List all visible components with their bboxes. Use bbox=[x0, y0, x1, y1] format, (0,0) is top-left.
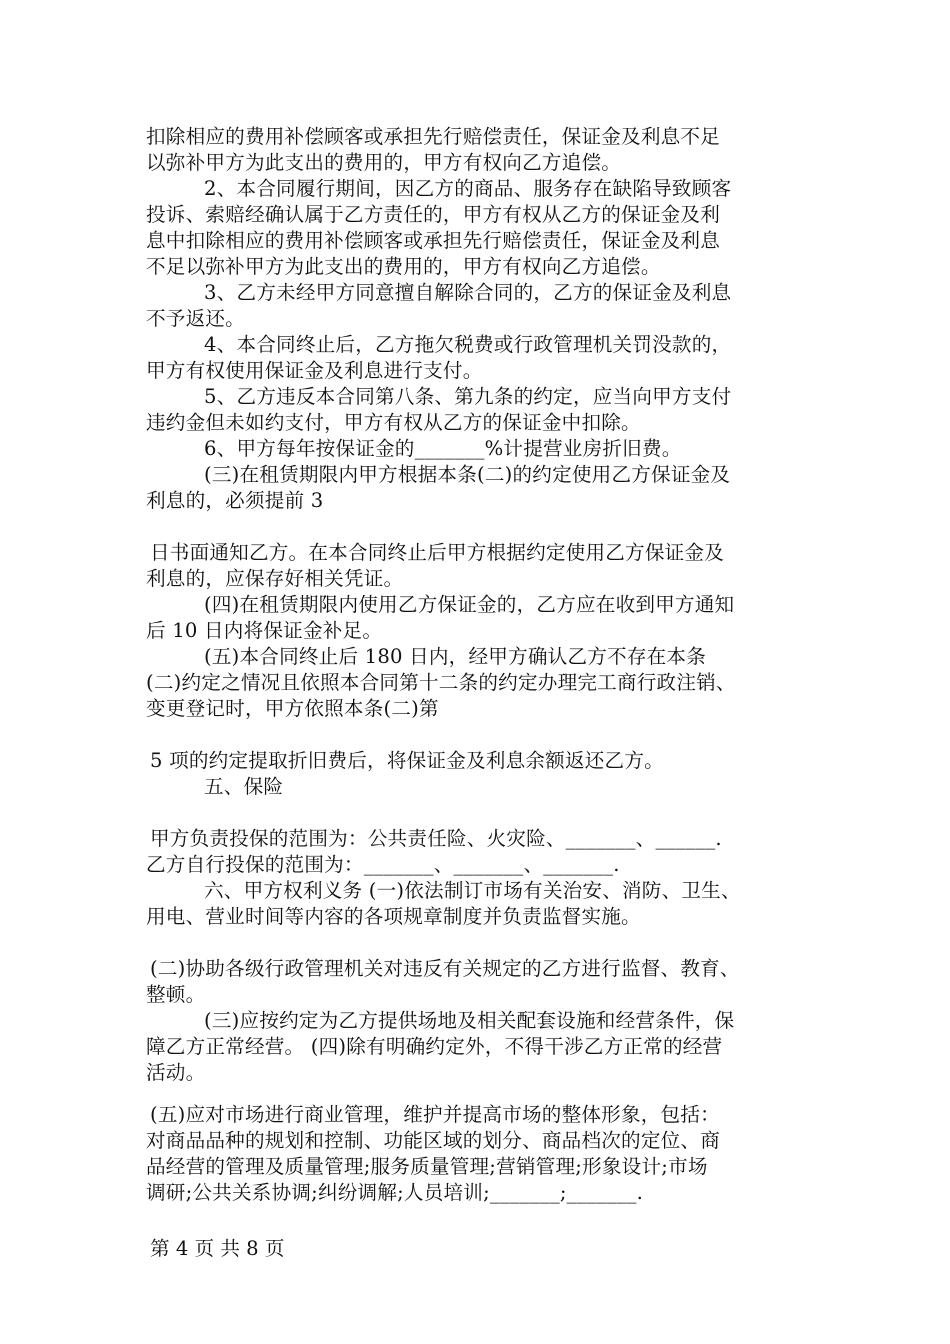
text-line: 6、甲方每年按保证金的_______%计提营业房折旧费。 bbox=[204, 437, 682, 460]
text-line: 整顿。 bbox=[146, 983, 206, 1006]
text-line: (四)在租赁期限内使用乙方保证金的，乙方应在收到甲方通知 bbox=[204, 593, 735, 616]
text-line: 对商品品种的规划和控制、功能区域的划分、商品档次的定位、商 bbox=[146, 1129, 721, 1152]
text-line: 利息的，必须提前 3 bbox=[146, 489, 324, 512]
text-line: 六、甲方权利义务 (一)依法制订市场有关治安、消防、卫生、 bbox=[204, 879, 741, 902]
text-line: 利息的，应保存好相关凭证。 bbox=[146, 567, 404, 590]
text-line: 不足以弥补甲方为此支出的费用的，甲方有权向乙方追偿。 bbox=[146, 255, 661, 278]
text-line: 以弥补甲方为此支出的费用的，甲方有权向乙方追偿。 bbox=[146, 151, 622, 174]
text-line: 违约金但未如约支付，甲方有权从乙方的保证金中扣除。 bbox=[146, 411, 641, 434]
text-line: 变更登记时，甲方依照本条(二)第 bbox=[146, 697, 439, 720]
text-line: 后 10 日内将保证金补足。 bbox=[146, 619, 383, 642]
text-line: 活动。 bbox=[146, 1061, 206, 1084]
text-line: 用电、营业时间等内容的各项规章制度并负责监督实施。 bbox=[146, 905, 641, 928]
text-line: 5、乙方违反本合同第八条、第九条的约定，应当向甲方支付 bbox=[204, 385, 732, 408]
page-number-footer: 第 4 页 共 8 页 bbox=[150, 1237, 285, 1260]
text-line: (二)协助各级行政管理机关对违反有关规定的乙方进行监督、教育、 bbox=[150, 957, 740, 980]
text-line: 4、本合同终止后，乙方拖欠税费或行政管理机关罚没款的， bbox=[204, 333, 732, 356]
text-line: 乙方自行投保的范围为：_______、_______、_______. bbox=[146, 853, 620, 876]
text-line: 5 项的约定提取折旧费后，将保证金及利息余额返还乙方。 bbox=[150, 749, 664, 772]
text-line: 2、本合同履行期间，因乙方的商品、服务存在缺陷导致顾客 bbox=[204, 177, 732, 200]
text-line: 调研;公共关系协调;纠纷调解;人员培训;_______;_______. bbox=[146, 1181, 644, 1204]
text-line: (二)约定之情况且依照本合同第十二条的约定办理完工商行政注销、 bbox=[146, 671, 736, 694]
text-line: 3、乙方未经甲方同意擅自解除合同的，乙方的保证金及利息 bbox=[204, 281, 732, 304]
text-line: 日书面通知乙方。在本合同终止后甲方根据约定使用乙方保证金及 bbox=[150, 541, 725, 564]
text-line: 投诉、索赔经确认属于乙方责任的，甲方有权从乙方的保证金及利 bbox=[146, 203, 721, 226]
text-line: 甲方有权使用保证金及利息进行支付。 bbox=[146, 359, 483, 382]
text-line: 障乙方正常经营。 (四)除有明确约定外，不得干涉乙方正常的经营 bbox=[146, 1035, 723, 1058]
text-line: 品经营的管理及质量管理;服务质量管理;营销管理;形象设计;市场 bbox=[146, 1155, 708, 1178]
section-heading: 五、保险 bbox=[204, 775, 284, 798]
text-line: 扣除相应的费用补偿顾客或承担先行赔偿责任，保证金及利息不足 bbox=[146, 125, 721, 148]
text-line: (三)在租赁期限内甲方根据本条(二)的约定使用乙方保证金及 bbox=[204, 463, 731, 486]
text-line: 不予返还。 bbox=[146, 307, 245, 330]
text-line: 息中扣除相应的费用补偿顾客或承担先行赔偿责任，保证金及利息 bbox=[146, 229, 721, 252]
text-line: (三)应按约定为乙方提供场地及相关配套设施和经营条件，保 bbox=[204, 1009, 735, 1032]
text-line: 甲方负责投保的范围为：公共责任险、火灾险、_______、______. bbox=[150, 827, 722, 850]
text-line: (五)应对市场进行商业管理，维护并提高市场的整体形象，包括： bbox=[150, 1103, 720, 1126]
text-line: (五)本合同终止后 180 日内，经甲方确认乙方不存在本条 bbox=[204, 645, 707, 668]
